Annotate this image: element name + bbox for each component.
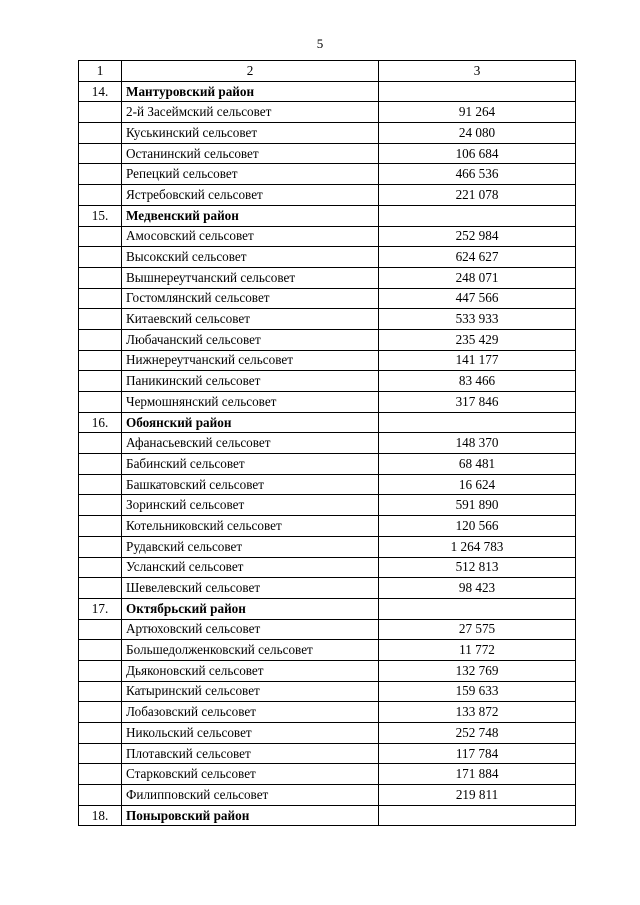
row-number-cell: 16. <box>79 412 122 433</box>
row-number-cell: 17. <box>79 598 122 619</box>
district-row <box>79 81 576 102</box>
district-row <box>79 205 576 226</box>
amount-cell: 624 627 <box>379 247 576 268</box>
settlement-name-cell: Шевелевский сельсовет <box>122 578 379 599</box>
table-row <box>79 247 576 268</box>
row-number-cell <box>79 309 122 330</box>
table-row <box>79 185 576 206</box>
settlement-name-cell: Дьяконовский сельсовет <box>122 660 379 681</box>
settlement-name-cell: Вышнереутчанский сельсовет <box>122 267 379 288</box>
amount-cell: 141 177 <box>379 350 576 371</box>
table-header-row <box>79 61 576 82</box>
table-row <box>79 309 576 330</box>
row-number-cell <box>79 681 122 702</box>
amount-cell: 120 566 <box>379 516 576 537</box>
table-row <box>79 267 576 288</box>
row-number-cell <box>79 185 122 206</box>
settlement-name-cell: Китаевский сельсовет <box>122 309 379 330</box>
table-body <box>79 61 576 826</box>
table-row <box>79 226 576 247</box>
settlement-name-cell: Афанасьевский сельсовет <box>122 433 379 454</box>
amount-cell: 91 264 <box>379 102 576 123</box>
row-number-cell <box>79 371 122 392</box>
district-row <box>79 412 576 433</box>
row-number-cell <box>79 723 122 744</box>
amount-cell: 252 984 <box>379 226 576 247</box>
table-row <box>79 371 576 392</box>
settlement-name-cell: Артюховский сельсовет <box>122 619 379 640</box>
district-name-cell: Мантуровский район <box>122 81 379 102</box>
amount-cell: 24 080 <box>379 123 576 144</box>
district-name-cell: Медвенский район <box>122 205 379 226</box>
table-row <box>79 764 576 785</box>
amount-cell: 533 933 <box>379 309 576 330</box>
amount-cell <box>379 598 576 619</box>
row-number-cell <box>79 640 122 661</box>
table-row <box>79 681 576 702</box>
header-col-1: 1 <box>79 61 122 82</box>
amount-cell: 248 071 <box>379 267 576 288</box>
row-number-cell <box>79 164 122 185</box>
district-name-cell: Поныровский район <box>122 805 379 826</box>
amount-cell: 1 264 783 <box>379 536 576 557</box>
settlement-name-cell: Высокский сельсовет <box>122 247 379 268</box>
table-row <box>79 619 576 640</box>
amount-cell: 106 684 <box>379 143 576 164</box>
district-name-cell: Обоянский район <box>122 412 379 433</box>
table-row <box>79 495 576 516</box>
settlement-name-cell: Амосовский сельсовет <box>122 226 379 247</box>
page-number: 5 <box>316 36 324 51</box>
table-row <box>79 723 576 744</box>
settlement-name-cell: Куськинский сельсовет <box>122 123 379 144</box>
row-number-cell <box>79 288 122 309</box>
settlement-name-cell: Бабинский сельсовет <box>122 454 379 475</box>
row-number-cell <box>79 660 122 681</box>
table-row <box>79 392 576 413</box>
table-row <box>79 454 576 475</box>
district-row <box>79 598 576 619</box>
allocation-table <box>78 60 576 826</box>
table-row <box>79 536 576 557</box>
table-row <box>79 288 576 309</box>
settlement-name-cell: Башкатовский сельсовет <box>122 474 379 495</box>
amount-cell <box>379 805 576 826</box>
settlement-name-cell: Филипповский сельсовет <box>122 785 379 806</box>
table-row <box>79 702 576 723</box>
row-number-cell <box>79 267 122 288</box>
row-number-cell <box>79 536 122 557</box>
amount-cell: 68 481 <box>379 454 576 475</box>
row-number-cell <box>79 619 122 640</box>
settlement-name-cell: Лобазовский сельсовет <box>122 702 379 723</box>
amount-cell: 235 429 <box>379 329 576 350</box>
row-number-cell <box>79 102 122 123</box>
settlement-name-cell: Гостомлянский сельсовет <box>122 288 379 309</box>
amount-cell: 219 811 <box>379 785 576 806</box>
amount-cell: 466 536 <box>379 164 576 185</box>
table-row <box>79 164 576 185</box>
table-row <box>79 557 576 578</box>
amount-cell: 447 566 <box>379 288 576 309</box>
settlement-name-cell: Останинский сельсовет <box>122 143 379 164</box>
district-name-cell: Октябрьский район <box>122 598 379 619</box>
row-number-cell <box>79 557 122 578</box>
row-number-cell <box>79 702 122 723</box>
settlement-name-cell: Нижнереутчанский сельсовет <box>122 350 379 371</box>
amount-cell: 11 772 <box>379 640 576 661</box>
row-number-cell <box>79 743 122 764</box>
table-row <box>79 743 576 764</box>
amount-cell <box>379 205 576 226</box>
row-number-cell <box>79 495 122 516</box>
settlement-name-cell: Паникинский сельсовет <box>122 371 379 392</box>
amount-cell: 512 813 <box>379 557 576 578</box>
row-number-cell: 18. <box>79 805 122 826</box>
amount-cell: 16 624 <box>379 474 576 495</box>
table-row <box>79 350 576 371</box>
table-row <box>79 474 576 495</box>
row-number-cell <box>79 247 122 268</box>
row-number-cell <box>79 143 122 164</box>
table-row <box>79 329 576 350</box>
settlement-name-cell: Усланский сельсовет <box>122 557 379 578</box>
row-number-cell <box>79 433 122 454</box>
settlement-name-cell: Катыринский сельсовет <box>122 681 379 702</box>
table-row <box>79 578 576 599</box>
settlement-name-cell: Никольский сельсовет <box>122 723 379 744</box>
settlement-name-cell: Ястребовский сельсовет <box>122 185 379 206</box>
settlement-name-cell: Большедолженковский сельсовет <box>122 640 379 661</box>
amount-cell: 252 748 <box>379 723 576 744</box>
row-number-cell <box>79 516 122 537</box>
amount-cell: 27 575 <box>379 619 576 640</box>
amount-cell <box>379 81 576 102</box>
district-row <box>79 805 576 826</box>
amount-cell: 117 784 <box>379 743 576 764</box>
amount-cell: 171 884 <box>379 764 576 785</box>
table-row <box>79 143 576 164</box>
row-number-cell <box>79 454 122 475</box>
amount-cell: 98 423 <box>379 578 576 599</box>
settlement-name-cell: Любачанский сельсовет <box>122 329 379 350</box>
settlement-name-cell: Зоринский сельсовет <box>122 495 379 516</box>
settlement-name-cell: 2-й Засеймский сельсовет <box>122 102 379 123</box>
row-number-cell <box>79 226 122 247</box>
table-row <box>79 640 576 661</box>
row-number-cell <box>79 123 122 144</box>
row-number-cell: 15. <box>79 205 122 226</box>
table-row <box>79 123 576 144</box>
row-number-cell: 14. <box>79 81 122 102</box>
settlement-name-cell: Рудавский сельсовет <box>122 536 379 557</box>
amount-cell: 221 078 <box>379 185 576 206</box>
row-number-cell <box>79 474 122 495</box>
table-row <box>79 660 576 681</box>
header-col-2: 2 <box>122 61 379 82</box>
row-number-cell <box>79 785 122 806</box>
row-number-cell <box>79 578 122 599</box>
row-number-cell <box>79 392 122 413</box>
row-number-cell <box>79 329 122 350</box>
amount-cell: 83 466 <box>379 371 576 392</box>
amount-cell: 132 769 <box>379 660 576 681</box>
settlement-name-cell: Чермошнянский сельсовет <box>122 392 379 413</box>
settlement-name-cell: Котельниковский сельсовет <box>122 516 379 537</box>
table-row <box>79 516 576 537</box>
amount-cell <box>379 412 576 433</box>
amount-cell: 148 370 <box>379 433 576 454</box>
settlement-name-cell: Репецкий сельсовет <box>122 164 379 185</box>
settlement-name-cell: Старковский сельсовет <box>122 764 379 785</box>
amount-cell: 317 846 <box>379 392 576 413</box>
amount-cell: 159 633 <box>379 681 576 702</box>
row-number-cell <box>79 764 122 785</box>
row-number-cell <box>79 350 122 371</box>
amount-cell: 133 872 <box>379 702 576 723</box>
table-row <box>79 433 576 454</box>
header-col-3: 3 <box>379 61 576 82</box>
table-row <box>79 102 576 123</box>
amount-cell: 591 890 <box>379 495 576 516</box>
table-row <box>79 785 576 806</box>
settlement-name-cell: Плотавский сельсовет <box>122 743 379 764</box>
